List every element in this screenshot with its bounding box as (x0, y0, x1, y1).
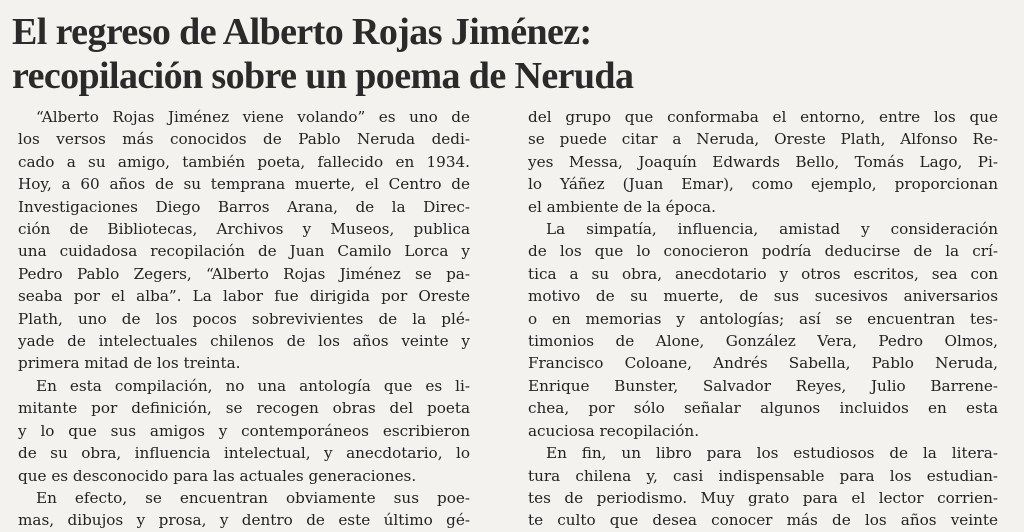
text-line: los versos más conocidos de Pablo Neruda dedi- (18, 130, 470, 149)
text-line: En efecto, se encuentran obviamente sus poe- (36, 488, 470, 507)
text-line: que es desconocido para las actuales generaciones. (18, 466, 417, 485)
text-line: del grupo que conformaba el entorno, entre los que (528, 108, 998, 126)
text-line: primera mitad de los treinta. (18, 354, 241, 373)
text-line: Enrique Bunster, Salvador Reyes, Julio Barrene- (528, 376, 998, 395)
text-line: Investigaciones Diego Barros Arana, de la Direc- (18, 197, 470, 216)
article-column-right (528, 106, 998, 532)
text-line: Hoy, a 60 años de su temprana muerte, el Centro de (18, 175, 470, 194)
text-line: tes de periodismo. Muy grato para el lector corrien- (528, 488, 998, 507)
text-line: Francisco Coloane, Andrés Sabella, Pablo Neruda, (528, 354, 998, 373)
text-line: y lo que sus amigos y contemporáneos escribieron (18, 421, 470, 440)
text-line: ción de Bibliotecas, Archivos y Museos, publica (18, 220, 470, 239)
text-line: timonios de Alone, González Vera, Pedro Olmos, (528, 332, 998, 351)
headline-line: recopilación sobre un poema de Neruda (12, 55, 634, 97)
text-line: el ambiente de la época. (528, 197, 716, 216)
text-line: de su obra, influencia intelectual, y anecdotario, lo (18, 444, 470, 463)
text-line: En fin, un libro para los estudiosos de la litera- (546, 444, 998, 463)
text-line: cado a su amigo, también poeta, fallecido en 1934. (18, 152, 470, 171)
text-line: chea, por sólo señalar algunos incluidos en esta (528, 399, 998, 418)
text-line: tura chilena y, casi indispensable para los estudian- (528, 466, 998, 485)
article-column-left (18, 106, 470, 532)
text-line: mitante por definición, se recogen obras del poeta (18, 399, 470, 418)
text-line: motivo de su muerte, de sus sucesivos aniversarios (528, 287, 998, 306)
headline-line: El regreso de Alberto Rojas Jiménez: (12, 11, 592, 53)
text-line: una cuidadosa recopilación de Juan Camilo Lorca y (18, 242, 470, 261)
text-line: de los que lo conocieron podría deducirse de la crí- (528, 242, 998, 261)
text-line: seaba por el alba”. La labor fue dirigida por Oreste (18, 287, 470, 306)
text-line: yade de intelectuales chilenos de los años veinte y (18, 332, 470, 351)
text-line: Pedro Pablo Zegers, “Alberto Rojas Jiménez se pa- (18, 264, 470, 283)
text-line: mas, dibujos y prosa, y dentro de este último gé- (18, 511, 470, 530)
text-line: En esta compilación, no una antología que es li- (36, 376, 470, 395)
text-line: te culto que desea conocer más de los años veinte (528, 511, 998, 530)
text-line: lo Yáñez (Juan Emar), como ejemplo, proporcionan (528, 175, 998, 194)
text-line: La simpatía, influencia, amistad y consideración (546, 220, 998, 239)
text-line: yes Messa, Joaquín Edwards Bello, Tomás Lago, Pi- (528, 152, 998, 171)
text-line: acuciosa recopilación. (528, 421, 700, 440)
text-line: se puede citar a Neruda, Oreste Plath, Alfonso Re- (528, 130, 998, 149)
article-headline (12, 10, 1012, 98)
text-line: tica a su obra, anecdotario y otros escritos, sea con (528, 264, 998, 283)
text-line: “Alberto Rojas Jiménez viene volando” es uno de (36, 108, 470, 126)
text-line: o en memorias y antologías; así se encuentran tes- (528, 309, 998, 328)
text-line: Plath, uno de los pocos sobrevivientes de la plé- (18, 309, 470, 328)
